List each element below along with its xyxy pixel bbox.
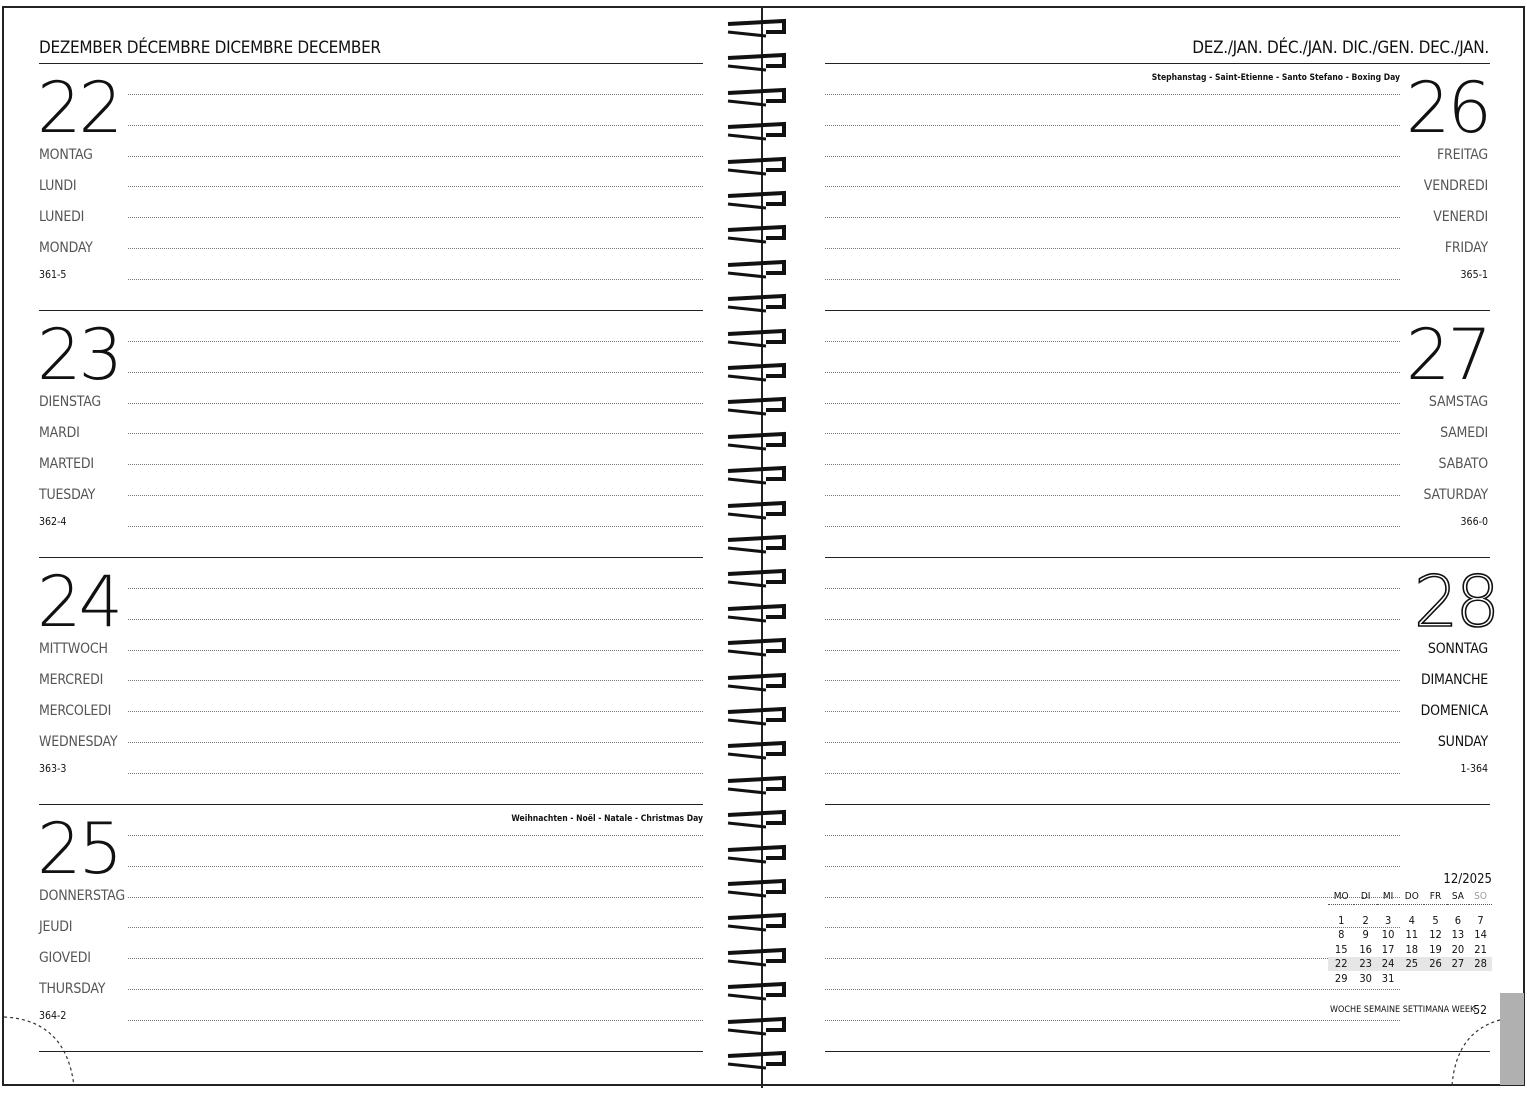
writing-line [128, 156, 703, 157]
writing-line [128, 619, 703, 620]
day-name: SATURDAY [1423, 486, 1488, 503]
calendar-day: 29 [1334, 971, 1348, 985]
corner-perforation-left [4, 1012, 84, 1092]
writing-line [128, 773, 703, 774]
day-name: GIOVEDI [39, 949, 91, 966]
left-page-header: DEZEMBER DÉCEMBRE DICEMBRE DECEMBER [39, 38, 381, 58]
day-name: MONDAY [39, 239, 93, 256]
day-name: MONTAG [39, 147, 93, 163]
day-name: VENDREDI [1423, 177, 1488, 194]
calendar-day: 1 [1338, 913, 1345, 927]
spiral-ring [726, 396, 788, 420]
calendar-week-row [1328, 913, 1492, 928]
spiral-ring [726, 18, 788, 42]
day-name: FRIDAY [1444, 239, 1488, 256]
spiral-ring [726, 156, 788, 180]
day-name: DIENSTAG [39, 394, 101, 410]
weekday-header: MO [1328, 891, 1354, 905]
day-number: 22 [37, 67, 121, 149]
spiral-ring [726, 1016, 788, 1040]
block-separator [825, 804, 1490, 805]
day-name: SABATO [1438, 455, 1488, 472]
calendar-day: 6 [1454, 913, 1462, 927]
calendar-day: 22 [1328, 957, 1354, 972]
calendar-day: 15 [1334, 942, 1348, 956]
calendar-day: 31 [1381, 971, 1395, 985]
spacer-cell [1328, 905, 1354, 914]
block-separator [825, 557, 1490, 558]
day-name: SAMSTAG [1428, 394, 1488, 410]
spiral-ring [726, 328, 788, 352]
day-of-year-count: 363-3 [39, 763, 67, 775]
spiral-ring [726, 431, 788, 455]
calendar-day: 25 [1399, 957, 1424, 972]
day-name: MARTEDI [39, 455, 94, 472]
page-bottom-rule [825, 1051, 1490, 1052]
calendar-day: 18 [1405, 942, 1419, 956]
spacer-cell [1424, 905, 1446, 914]
writing-line [128, 711, 703, 712]
mini-calendar-title: 12/2025 [1443, 872, 1492, 887]
spiral-ring [726, 362, 788, 386]
writing-line [128, 125, 703, 126]
day-of-year-count: 1-364 [1460, 763, 1488, 775]
calendar-day: 2 [1362, 913, 1369, 927]
writing-line [825, 711, 1400, 712]
spacer-cell [1447, 905, 1469, 914]
spacer-row [1328, 905, 1492, 914]
mini-calendar [1328, 872, 1492, 986]
writing-line [825, 958, 1400, 959]
spiral-ring [726, 740, 788, 764]
day-number: 26 [1405, 67, 1489, 149]
day-number: 25 [37, 808, 121, 890]
day-number: 27 [1405, 314, 1489, 396]
calendar-day [1447, 971, 1469, 986]
corner-perforation-right [1444, 1012, 1504, 1092]
right-page-header: DEZ./JAN. DÉC./JAN. DIC./GEN. DEC./JAN. [1192, 38, 1489, 58]
spacer-cell [1399, 905, 1424, 914]
calendar-day [1424, 971, 1446, 986]
writing-line [825, 372, 1400, 373]
calendar-day: 13 [1451, 928, 1465, 942]
writing-line [825, 588, 1400, 589]
weekday-header: SO [1469, 891, 1492, 905]
weekday-header: SA [1447, 891, 1469, 905]
day-name: VENERDI [1433, 208, 1488, 225]
day-name: LUNDI [39, 177, 77, 194]
calendar-day: 19 [1429, 942, 1442, 956]
day-number: 28 [1413, 561, 1497, 643]
writing-line [128, 248, 703, 249]
holiday-label: Weihnachten - Noël - Natale - Christmas Day [511, 814, 703, 824]
day-of-year-count: 366-0 [1460, 516, 1488, 528]
writing-line [128, 742, 703, 743]
calendar-week-row [1328, 957, 1492, 972]
mini-calendar-table [1328, 891, 1492, 986]
block-separator [825, 310, 1490, 311]
spacer-cell [1377, 905, 1399, 914]
calendar-week-row [1328, 928, 1492, 943]
calendar-day: 17 [1381, 942, 1395, 956]
spiral-ring [726, 775, 788, 799]
block-separator [825, 63, 1490, 64]
writing-line [128, 650, 703, 651]
day-of-year-count: 362-4 [39, 516, 67, 528]
calendar-day: 27 [1447, 957, 1469, 972]
block-separator [39, 557, 703, 558]
spiral-ring [726, 672, 788, 696]
day-name: MERCREDI [39, 671, 104, 688]
calendar-day: 23 [1354, 957, 1376, 972]
weekday-header: MI [1377, 891, 1399, 905]
calendar-day: 30 [1359, 971, 1372, 985]
calendar-day: 9 [1362, 928, 1369, 942]
spacer-cell [1354, 905, 1376, 914]
calendar-day: 20 [1451, 942, 1465, 956]
calendar-day: 10 [1381, 928, 1395, 942]
week-number: 52 [1473, 1003, 1487, 1017]
weekday-header: FR [1424, 891, 1446, 905]
spiral-ring [726, 809, 788, 833]
calendar-day: 24 [1377, 957, 1399, 972]
day-name: MITTWOCH [39, 641, 108, 657]
writing-line [825, 680, 1400, 681]
writing-line [128, 495, 703, 496]
day-name: JEUDI [39, 918, 73, 935]
writing-line [825, 835, 1400, 836]
writing-line [128, 464, 703, 465]
day-name: SAMEDI [1440, 424, 1488, 441]
weekday-header: DI [1354, 891, 1376, 905]
day-name: SUNDAY [1437, 733, 1488, 750]
day-name: MERCOLEDI [39, 702, 112, 719]
spiral-ring [726, 912, 788, 936]
spiral-ring [726, 706, 788, 730]
calendar-day: 11 [1405, 928, 1419, 942]
writing-line [825, 125, 1400, 126]
spiral-ring [726, 500, 788, 524]
day-name: DOMENICA [1420, 702, 1488, 719]
day-number: 23 [37, 314, 121, 396]
page-bottom-rule [39, 1051, 703, 1052]
spiral-ring [726, 52, 788, 76]
spiral-ring [726, 844, 788, 868]
writing-line [825, 619, 1400, 620]
writing-line [825, 217, 1400, 218]
day-name: TUESDAY [39, 486, 96, 503]
writing-line [825, 186, 1400, 187]
week-label-text: WOCHE SEMAINE SETTIMANA WEEK [1330, 1005, 1476, 1015]
writing-line [128, 372, 703, 373]
spiral-ring [726, 465, 788, 489]
calendar-day: 5 [1432, 913, 1439, 927]
writing-line [128, 279, 703, 280]
spiral-ring [726, 981, 788, 1005]
calendar-day: 28 [1469, 957, 1492, 972]
writing-line [128, 526, 703, 527]
writing-line [128, 217, 703, 218]
writing-line [825, 495, 1400, 496]
calendar-day: 14 [1474, 928, 1487, 942]
calendar-day [1469, 971, 1492, 986]
calendar-day: 12 [1429, 928, 1442, 942]
day-name: WEDNESDAY [39, 733, 118, 750]
writing-line [128, 94, 703, 95]
writing-line [825, 742, 1400, 743]
writing-line [128, 341, 703, 342]
spiral-ring [726, 568, 788, 592]
spiral-ring [726, 293, 788, 317]
spiral-ring [726, 87, 788, 111]
day-name: LUNEDI [39, 208, 85, 225]
day-name: FREITAG [1437, 147, 1488, 163]
spiral-ring [726, 947, 788, 971]
writing-line [825, 866, 1400, 867]
writing-line [825, 341, 1400, 342]
writing-line [128, 588, 703, 589]
day-number: 24 [37, 561, 121, 643]
spiral-ring [726, 259, 788, 283]
calendar-day: 3 [1384, 913, 1392, 927]
day-of-year-count: 361-5 [39, 269, 67, 281]
block-separator [39, 63, 703, 64]
writing-line [128, 958, 703, 959]
day-of-year-count: 364-2 [39, 1010, 67, 1022]
writing-line [128, 186, 703, 187]
writing-line [825, 897, 1400, 898]
day-name: SONNTAG [1427, 641, 1488, 657]
writing-line [128, 1020, 703, 1021]
day-of-year-count: 365-1 [1460, 269, 1488, 281]
writing-line [128, 897, 703, 898]
day-name: DIMANCHE [1421, 671, 1488, 688]
writing-line [128, 403, 703, 404]
calendar-week-row [1328, 971, 1492, 986]
writing-line [128, 835, 703, 836]
writing-line [825, 94, 1400, 95]
spiral-ring [726, 190, 788, 214]
calendar-week-row [1328, 942, 1492, 957]
writing-line [128, 433, 703, 434]
calendar-day: 16 [1359, 942, 1372, 956]
writing-line [825, 989, 1400, 990]
calendar-day: 4 [1408, 913, 1415, 927]
day-name: THURSDAY [39, 980, 106, 997]
holiday-label: Stephanstag - Saint-Etienne - Santo Stefano - Boxing Day [1151, 73, 1400, 83]
calendar-day: 21 [1474, 942, 1487, 956]
writing-line [825, 156, 1400, 157]
spiral-ring [726, 224, 788, 248]
calendar-day: 26 [1424, 957, 1446, 972]
block-separator [39, 310, 703, 311]
writing-line [825, 1020, 1400, 1021]
spiral-ring [726, 1050, 788, 1074]
day-name: MARDI [39, 424, 80, 441]
writing-line [128, 866, 703, 867]
calendar-day: 8 [1338, 928, 1345, 942]
writing-line [825, 248, 1400, 249]
block-separator [39, 804, 703, 805]
calendar-day [1399, 971, 1424, 986]
writing-line [128, 927, 703, 928]
writing-line [825, 773, 1400, 774]
writing-line [825, 279, 1400, 280]
writing-line [825, 403, 1400, 404]
writing-line [825, 927, 1400, 928]
spiral-ring [726, 121, 788, 145]
writing-line [825, 650, 1400, 651]
spiral-ring [726, 637, 788, 661]
day-name: DONNERSTAG [39, 888, 125, 904]
writing-line [128, 680, 703, 681]
spiral-ring [726, 878, 788, 902]
writing-line [128, 989, 703, 990]
weekday-header: DO [1399, 891, 1424, 905]
writing-line [825, 464, 1400, 465]
spacer-cell [1469, 905, 1492, 914]
writing-line [825, 526, 1400, 527]
spiral-ring [726, 603, 788, 627]
calendar-day: 7 [1477, 913, 1484, 927]
writing-line [825, 433, 1400, 434]
spiral-ring [726, 534, 788, 558]
